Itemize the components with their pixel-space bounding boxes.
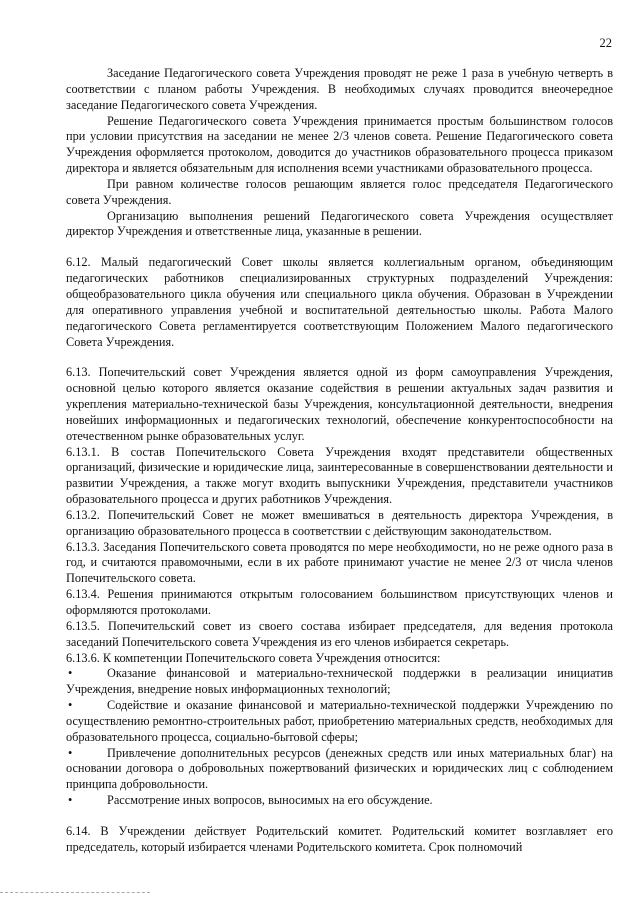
bullet-mark: • [68, 745, 73, 760]
bullet-mark: • [68, 793, 73, 808]
bullet-text: Содействие и оказание финансовой и материально-технической поддержки Учреждению по осуществлению ремонтно-строительных работ, приобретению материальных средств, необходимых для образовательного процесса, социально-бытовой сферы; [66, 698, 613, 744]
paragraph: 6.13.4. Решения принимаются открытым голосованием большинством присутствующих членов и оформляются протоколами. [66, 587, 613, 617]
bullet-text: Оказание финансовой и материально-технической поддержки в реализации инициатив Учреждения, внедрение новых информационных технологий; [66, 666, 613, 697]
document-body [66, 66, 613, 856]
paragraph: 6.14. В Учреждении действует Родительский комитет. Родительский комитет возглавляет его председатель, который избирается членами Родительского комитета. Срок полномочий [66, 823, 613, 854]
page-number: 22 [599, 36, 612, 50]
bullet-mark: • [68, 698, 73, 713]
paragraph: 6.12. Малый педагогический Совет школы является коллегиальным органом, объединяющим педагогических работников специализированных структурных подразделений Учреждения: общеобразовательного цикла обучения или специального цикла обучения. Образован в Учреждении для оперативного управления учебной и воспитательной деятельностью школы. Работа Малого педагогического Совета регламентируется соответствующим Положением Малого педагогического Совета Учреждения. [66, 255, 613, 349]
paragraph: 6.13.3. Заседания Попечительского совета проводятся по мере необходимости, но не реже одного раза в год, и считаются правомочными, если в их работе принимают участие не менее 2/3 от числа членов Попечительского совета. [66, 539, 613, 586]
paragraph: При равном количестве голосов решающим является голос председателя Педагогического совета Учреждения. [66, 176, 613, 207]
paragraph: Организацию выполнения решений Педагогического совета Учреждения осуществляет директор Учреждения и ответственные лица, указанные в решении. [66, 208, 613, 239]
paragraph: Заседание Педагогического совета Учреждения проводят не реже 1 раза в учебную четверть в соответствии с планом работы Учреждения. В необходимых случаях проводится внеочередное заседание Педагогического совета Учреждения. [66, 66, 613, 112]
paragraph: 6.13.5. Попечительский совет из своего состава избирает председателя, для ведения протокола заседаний Попечительского совета Учреждения из его членов избирается секретарь. [66, 618, 613, 649]
paragraph: 6.13. Попечительский совет Учреждения является одной из форм самоуправления Учреждения, основной целью которого является оказание содействия в решении актуальных задач развития и укрепления материально-технической базы Учреждения, консультационной деятельности, внедрения новейших информационных и педагогических технологий, обеспечение конкурентоспособности на отечественном рынке образовательных услуг. [66, 365, 613, 443]
bullet-mark: • [68, 666, 73, 681]
paragraph: 6.13.2. Попечительский Совет не может вмешиваться в деятельность директора Учреждения, в организацию образовательного процесса в соответствии с действующим законодательством. [66, 507, 613, 538]
bullet-item [66, 793, 613, 809]
bullet-item [66, 666, 613, 698]
bullet-item [66, 698, 613, 746]
paragraph: 6.13.1. В состав Попечительского Совета Учреждения входят представители общественных организаций, физические и юридические лица, заинтересованные в совершенствовании деятельности и развитии Учреждения, а также могут входить выпускники Учреждения, представители участников образовательного процесса и других работников Учреждения. [66, 444, 613, 507]
bullet-text: Рассмотрение иных вопросов, выносимых на его обсуждение. [107, 793, 433, 808]
scan-artifact-line [0, 892, 150, 893]
bullet-text: Привлечение дополнительных ресурсов (денежных средств или иных материальных благ) на основании договора о добровольных пожертвований физических и юридических лиц с соблюдением принципа добровольности. [66, 745, 613, 792]
bullet-item [66, 746, 613, 794]
paragraph: Решение Педагогического совета Учреждения принимается простым большинством голосов при условии присутствия на заседании не менее 2/3 членов совета. Решение Педагогического совета Учреждения оформляется протоколом, доводится до участников образовательного процесса приказом директора и является обязательным для исполнения всеми участниками образовательного процесса. [66, 113, 613, 176]
paragraph: 6.13.6. К компетенции Попечительского совета Учреждения относится: [66, 650, 441, 665]
